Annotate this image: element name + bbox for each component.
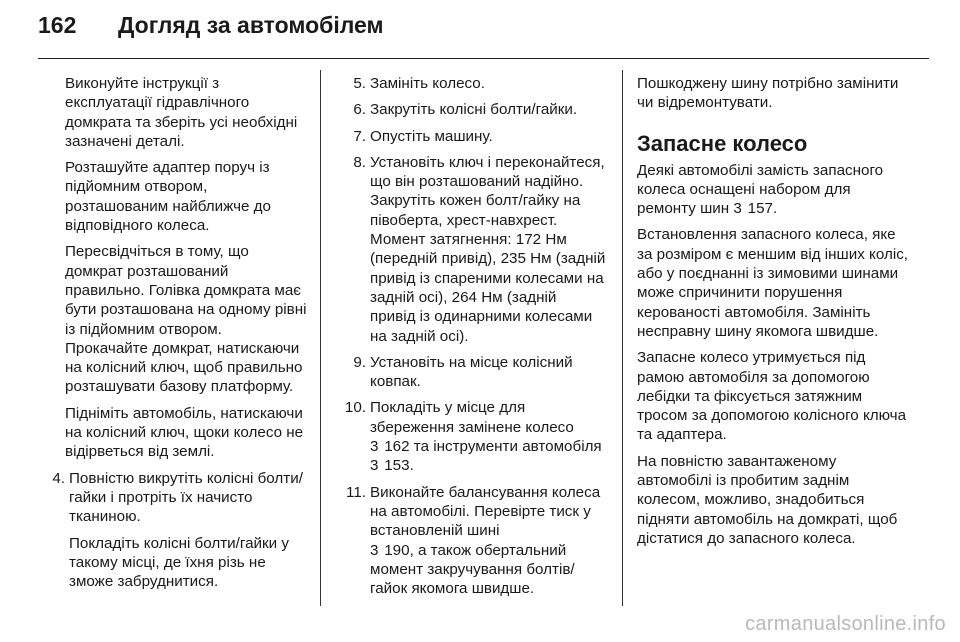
paragraph: Пересвідчіться в тому, що домкрат розташований правильно. Голівка домкрата має бути розташована на одному рівні із підйомним отвором. Прокачайте домкрат, натискаючи на колісний ключ, щоб правильно розташувати базову платформу. [65, 243, 307, 396]
list-item [334, 153, 606, 346]
list-text: Повністю викрутіть колісні болти/гайки і протріть їх начисто тканиною. [69, 469, 303, 526]
paragraph: Запасне колесо утримується під рамою автомобіля за допомогою лебідки та фіксується затяжним тросом за допомогою колісного ключа та адаптера. [637, 349, 907, 444]
section-heading: Запасне колесо [637, 130, 808, 156]
page-header [38, 12, 384, 52]
page-ref-icon: 3 [370, 457, 379, 475]
paragraph: Встановлення запасного колеса, яке за розміром є меншим від інших коліс, або у поєднанні із зимовими шинами може спричинити порушення керованості автомобіля. Замініть несправну шину якомога швидше. [637, 226, 909, 340]
page-ref-text: 190, а також обертальний момент закручування болтів/гайок якомога швидше. [370, 541, 575, 598]
list-item [334, 353, 606, 392]
list-number: 4. [52, 469, 65, 487]
list-number: 8. [353, 153, 366, 171]
list-subtext: Покладіть колісні болти/гайки у такому місці, де їхня різь не зможе забруднитися. [69, 534, 289, 591]
column-divider [622, 70, 623, 606]
list-item [334, 483, 606, 599]
list-item [334, 100, 606, 119]
watermark: carmanualsonline.info [745, 613, 946, 635]
page-ref-text: 153. [384, 457, 414, 475]
paragraph: На повністю завантаженому автомобілі із пробитим заднім колесом, можливо, знадобиться підняти автомобіль на домкраті, щоб дістатися до запасного колеса. [637, 452, 898, 547]
list-item [46, 469, 308, 599]
list-number: 9. [353, 353, 366, 371]
list-text: Установіть на місце колісний ковпак. [370, 353, 573, 391]
paragraph: Розташуйте адаптер поруч із підйомним отвором, розташованим найближче до відповідного колеса. [65, 159, 271, 235]
paragraph: Виконуйте інструкції з експлуатації гідравлічного домкрата та зберіть усі необхідні зазначені деталі. [65, 75, 298, 150]
list-number: 5. [353, 75, 366, 92]
list-text: Виконайте балансування колеса на автомобілі. Перевірте тиск у встановленій шині [370, 483, 601, 540]
list-text: Закрутіть колісні болти/гайки. [370, 101, 578, 119]
paragraph: Деякі автомобілі замість запасного колеса оснащені набором для ремонту шин 3 157. [637, 161, 884, 218]
list-text: Покладіть у місце для збереження замінене колесо [370, 399, 574, 436]
page-ref-text: 162 та інструменти автомобіля [384, 438, 602, 456]
page-ref-icon: 3 [733, 200, 742, 218]
page-ref-icon: 3 [370, 438, 379, 456]
page-title: Догляд за автомобілем [118, 12, 384, 38]
list-text: Замініть колесо. [370, 75, 485, 92]
header-rule [38, 58, 929, 59]
list-item [334, 74, 606, 93]
column-divider [320, 70, 321, 606]
column-2 [334, 74, 606, 605]
column-1 [46, 74, 308, 605]
list-number: 11. [346, 483, 366, 501]
list-item [334, 398, 606, 475]
page-ref-text: 157. [747, 200, 778, 218]
list-number: 10. [344, 399, 366, 417]
page-ref-icon: 3 [370, 541, 379, 559]
paragraph: Підніміть автомобіль, натискаючи на колісний ключ, щоки колесо не відірветься від землі. [65, 404, 304, 461]
column-3 [637, 74, 909, 555]
paragraph: Пошкоджену шину потрібно замінити чи відремонтувати. [637, 75, 899, 112]
list-number: 7. [353, 127, 366, 145]
list-number: 6. [353, 101, 366, 119]
list-item [334, 127, 606, 146]
list-text: Установіть ключ і переконайтеся, що він розташований надійно. Закрутіть кожен болт/гайку на півоберта, хрест-навхрест. Момент затягнення: 172 Нм (передній привід), 235 Нм (задній привід із спареними колесами на задній осі), 264 Нм (задній привід із одинарними колесами на задній осі). [370, 153, 606, 345]
list-text: Опустіть машину. [370, 127, 493, 145]
page-number: 162 [38, 12, 77, 38]
